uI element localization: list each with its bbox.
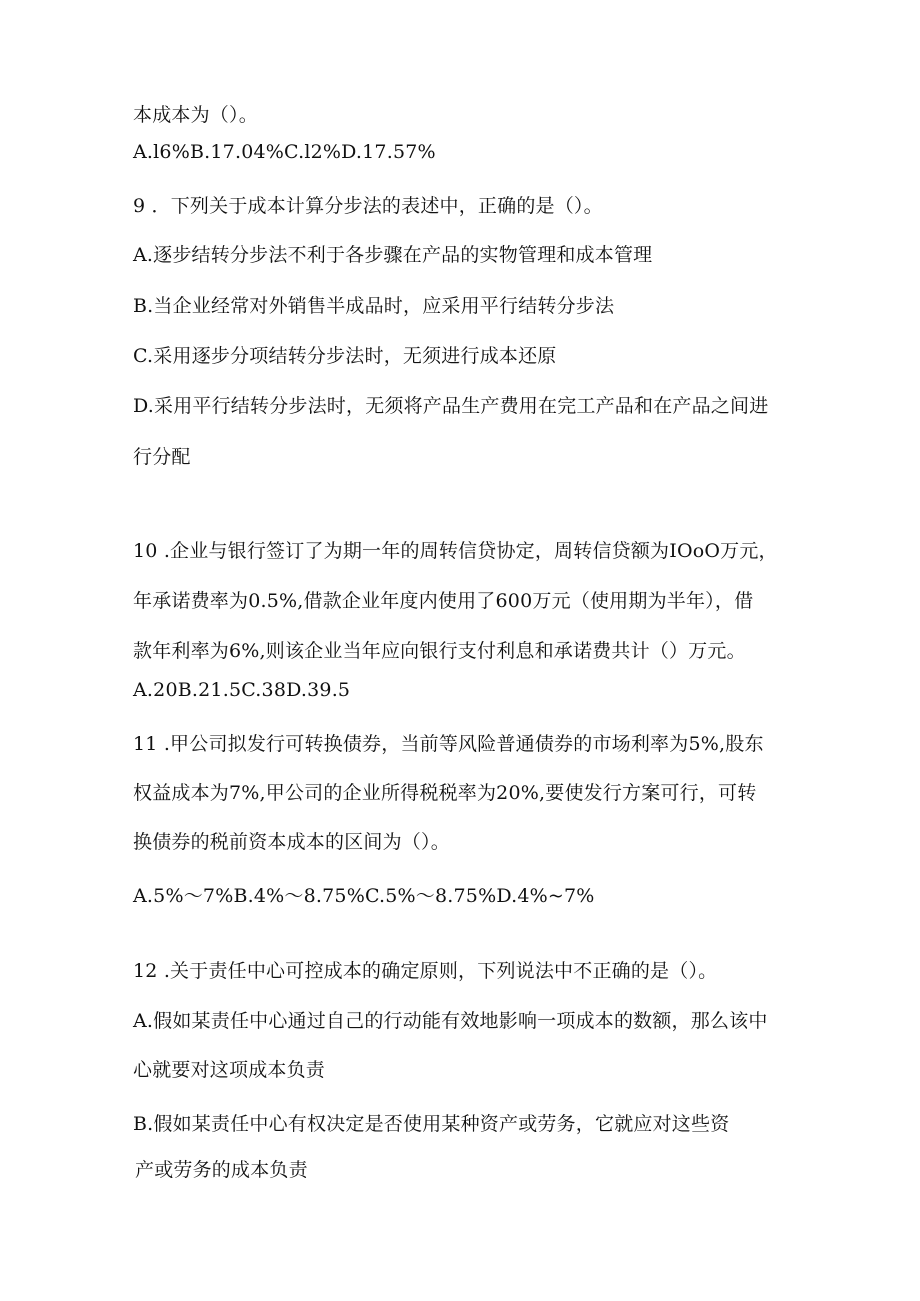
question-10: 10 .企业与银行签订了为期一年的周转信贷协定，周转信贷额为IOoO万元， bbox=[133, 540, 778, 562]
answer-options-line: A.l6%B.17.04%C.l2%D.17.57% bbox=[133, 141, 436, 163]
option-b: B.假如某责任中心有权决定是否使用某种资产或劳务，它就应对这些资 bbox=[133, 1113, 730, 1135]
question-11-line-2: 权益成本为7%,甲公司的企业所得税税率为20%,要使发行方案可行，可转 bbox=[133, 782, 757, 804]
question-11: 11 .甲公司拟发行可转换债券，当前等风险普通债券的市场利率为5%,股东 bbox=[133, 733, 764, 755]
question-12: 12 .关于责任中心可控成本的确定原则，下列说法中不正确的是（）。 bbox=[133, 960, 718, 982]
option-d-continued: 行分配 bbox=[133, 446, 191, 468]
option-b: B.当企业经常对外销售半成品时，应采用平行结转分步法 bbox=[133, 295, 615, 317]
answer-options-line: A.5%～7%B.4%～8.75%C.5%～8.75%D.4%~7% bbox=[133, 885, 595, 907]
question-11-line-3: 换债券的税前资本成本的区间为（）。 bbox=[133, 831, 450, 853]
question-10-line-3: 款年利率为6%,则该企业当年应向银行支付利息和承诺费共计（）万元。 bbox=[133, 640, 746, 662]
option-c: C.采用逐步分项结转分步法时，无须进行成本还原 bbox=[133, 345, 557, 367]
option-a-continued: 心就要对这项成本负责 bbox=[133, 1059, 326, 1081]
option-a: A.假如某责任中心通过自己的行动能有效地影响一项成本的数额，那么该中 bbox=[133, 1010, 768, 1032]
option-a: A.逐步结转分步法不利于各步骤在产品的实物管理和成本管理 bbox=[133, 244, 653, 266]
question-10-line-2: 年承诺费率为0.5%,借款企业年度内使用了600万元（使用期为半年），借 bbox=[133, 590, 754, 612]
question-9: 9 ．下列关于成本计算分步法的表述中，正确的是（）。 bbox=[133, 195, 603, 217]
option-d: D.采用平行结转分步法时，无须将产品生产费用在完工产品和在产品之间进 bbox=[133, 395, 769, 417]
answer-options-line: A.20B.21.5C.38D.39.5 bbox=[133, 679, 351, 701]
text-line: 本成本为（）。 bbox=[133, 104, 258, 126]
option-b-continued: 产或劳务的成本负责 bbox=[135, 1159, 308, 1181]
